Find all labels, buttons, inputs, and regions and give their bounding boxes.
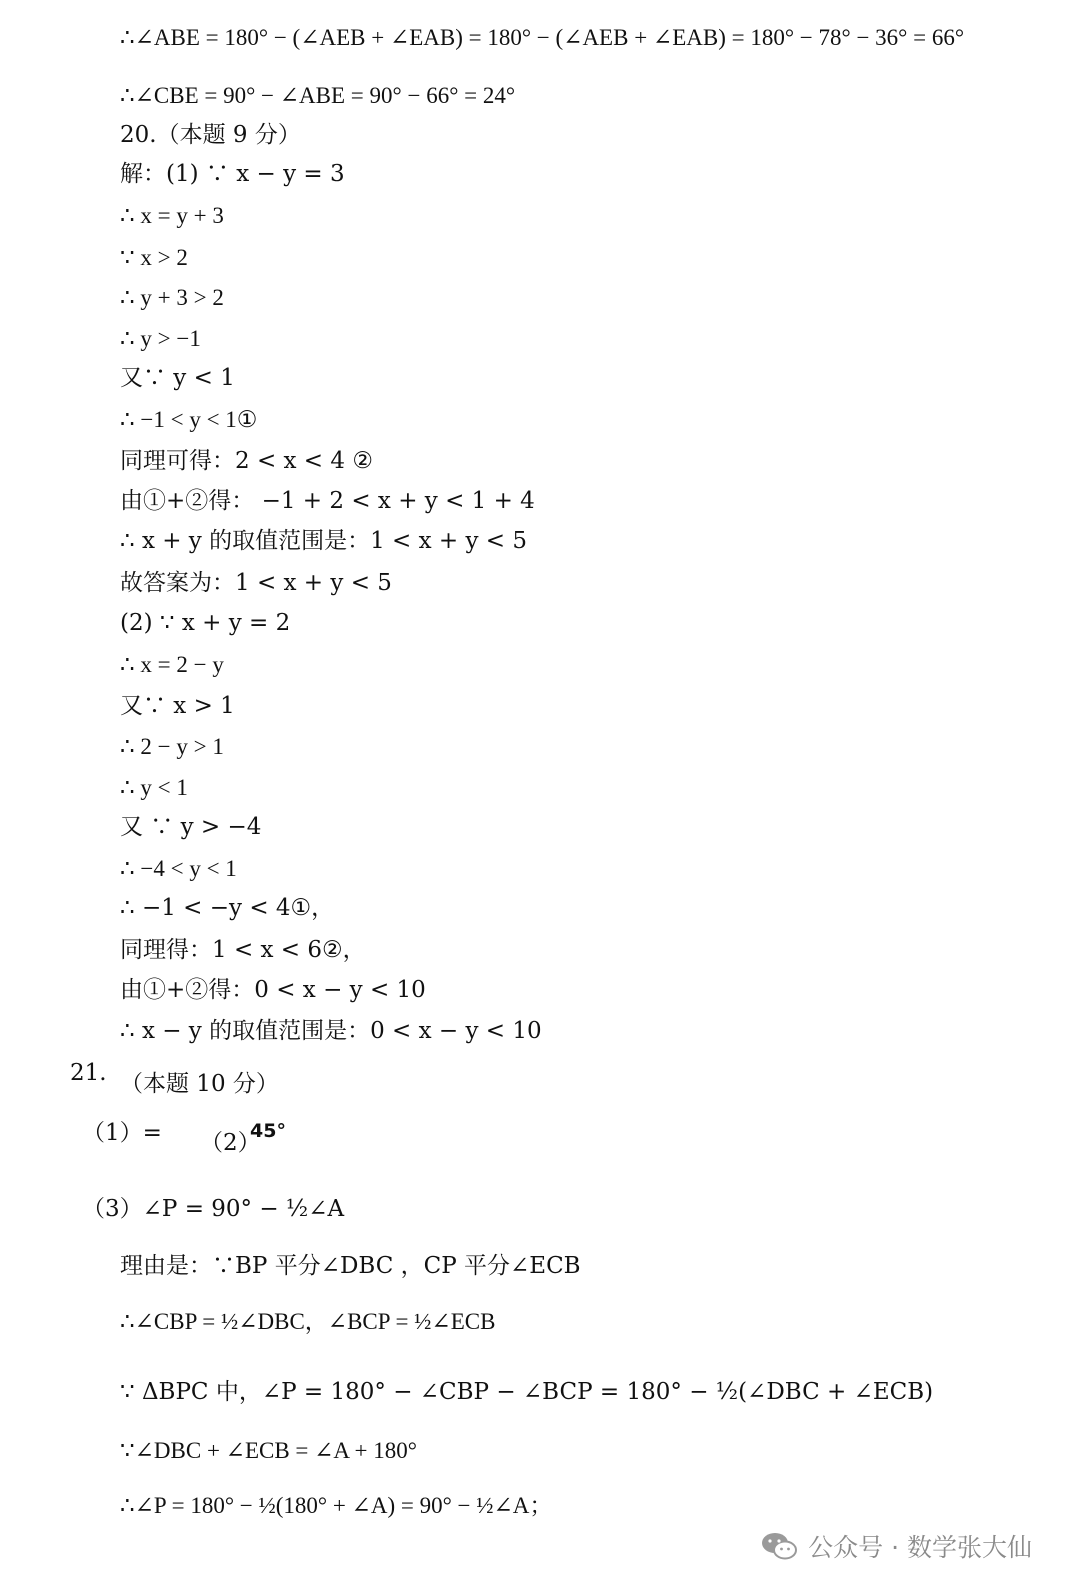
- line-20-2-given: (2) ∵ x + y = 2: [120, 610, 291, 636]
- line-20-x-eq: ∴ x = y + 3: [120, 203, 224, 228]
- question-21-heading: （本题 10 分）: [120, 1071, 279, 1097]
- line-20-answer-1: 故答案为：1 < x + y < 5: [120, 570, 392, 596]
- line-20-range-y-2: ∴ −4 < y < 1: [120, 856, 237, 881]
- line-20-y-lt-1-b: ∴ y < 1: [120, 775, 188, 800]
- line-21-half-angles: ∴∠CBP = ½∠DBC，∠BCP = ½∠ECB: [120, 1309, 496, 1334]
- line-20-y3-gt-2: ∴ y + 3 > 2: [120, 285, 224, 310]
- watermark: [760, 1528, 1032, 1564]
- line-21-reason: 理由是：∵BP 平分∠DBC ，CP 平分∠ECB: [120, 1253, 581, 1279]
- line-20-1-given: 解：(1) ∵ x − y = 3: [120, 161, 345, 187]
- line-20-2y-gt-1: ∴ 2 − y > 1: [120, 734, 224, 759]
- question-20-heading: 20.（本题 9 分）: [120, 122, 301, 148]
- line-cbe-calc: ∴∠CBE = 90° − ∠ABE = 90° − 66° = 24°: [120, 83, 516, 108]
- line-20-y-gt-neg4: 又 ∵ y > −4: [120, 814, 262, 840]
- line-21-angle-sum: ∵∠DBC + ∠ECB = ∠A + 180°: [120, 1438, 417, 1463]
- line-20-x-gt-2: ∵ x > 2: [120, 245, 188, 270]
- line-20-x-gt-1: 又∵ x > 1: [120, 693, 235, 719]
- line-21-1-answer: （1）=: [82, 1120, 162, 1146]
- line-21-2-label: （2）: [200, 1130, 261, 1156]
- line-20-range-diff: ∴ x − y 的取值范围是：0 < x − y < 10: [120, 1018, 542, 1044]
- line-20-y-lt-1: 又∵ y < 1: [120, 365, 235, 391]
- line-abe-calc: ∴∠ABE = 180° − (∠AEB + ∠EAB) = 180° − (∠AEB + ∠EAB) = 180° − 78° − 36° = 66°: [120, 25, 965, 50]
- line-21-3-formula: （3）∠P = 90° − ½∠A: [82, 1196, 345, 1222]
- line-20-x-2-y: ∴ x = 2 − y: [120, 652, 224, 677]
- line-20-range-negy: ∴ −1 < −y < 4①，: [120, 895, 335, 921]
- line-21-conclusion: ∴∠P = 180° − ½(180° + ∠A) = 90° − ½∠A；: [120, 1493, 553, 1518]
- watermark-text: 公众号 · 数学张大仙: [808, 1533, 1032, 1562]
- line-20-range-x-2: 同理得：1 < x < 6②，: [120, 937, 366, 963]
- question-21-number: 21.: [70, 1060, 107, 1086]
- line-20-y-gt-neg1: ∴ y > −1: [120, 326, 201, 351]
- line-20-range-y: ∴ −1 < y < 1①: [120, 407, 258, 432]
- wechat-icon: [760, 1531, 798, 1561]
- line-20-diff: 由①+②得：0 < x − y < 10: [120, 977, 426, 1003]
- line-21-triangle: ∵ ΔBPC 中，∠P = 180° − ∠CBP − ∠BCP = 180° − ½(∠DBC + ∠ECB): [120, 1379, 934, 1405]
- line-20-range-x: 同理可得：2 < x < 4 ②: [120, 448, 373, 474]
- line-20-range-sum: ∴ x + y 的取值范围是：1 < x + y < 5: [120, 528, 528, 554]
- line-20-sum: 由①+②得： −1 + 2 < x + y < 1 + 4: [120, 488, 535, 514]
- line-21-2-answer: 45°: [250, 1120, 286, 1142]
